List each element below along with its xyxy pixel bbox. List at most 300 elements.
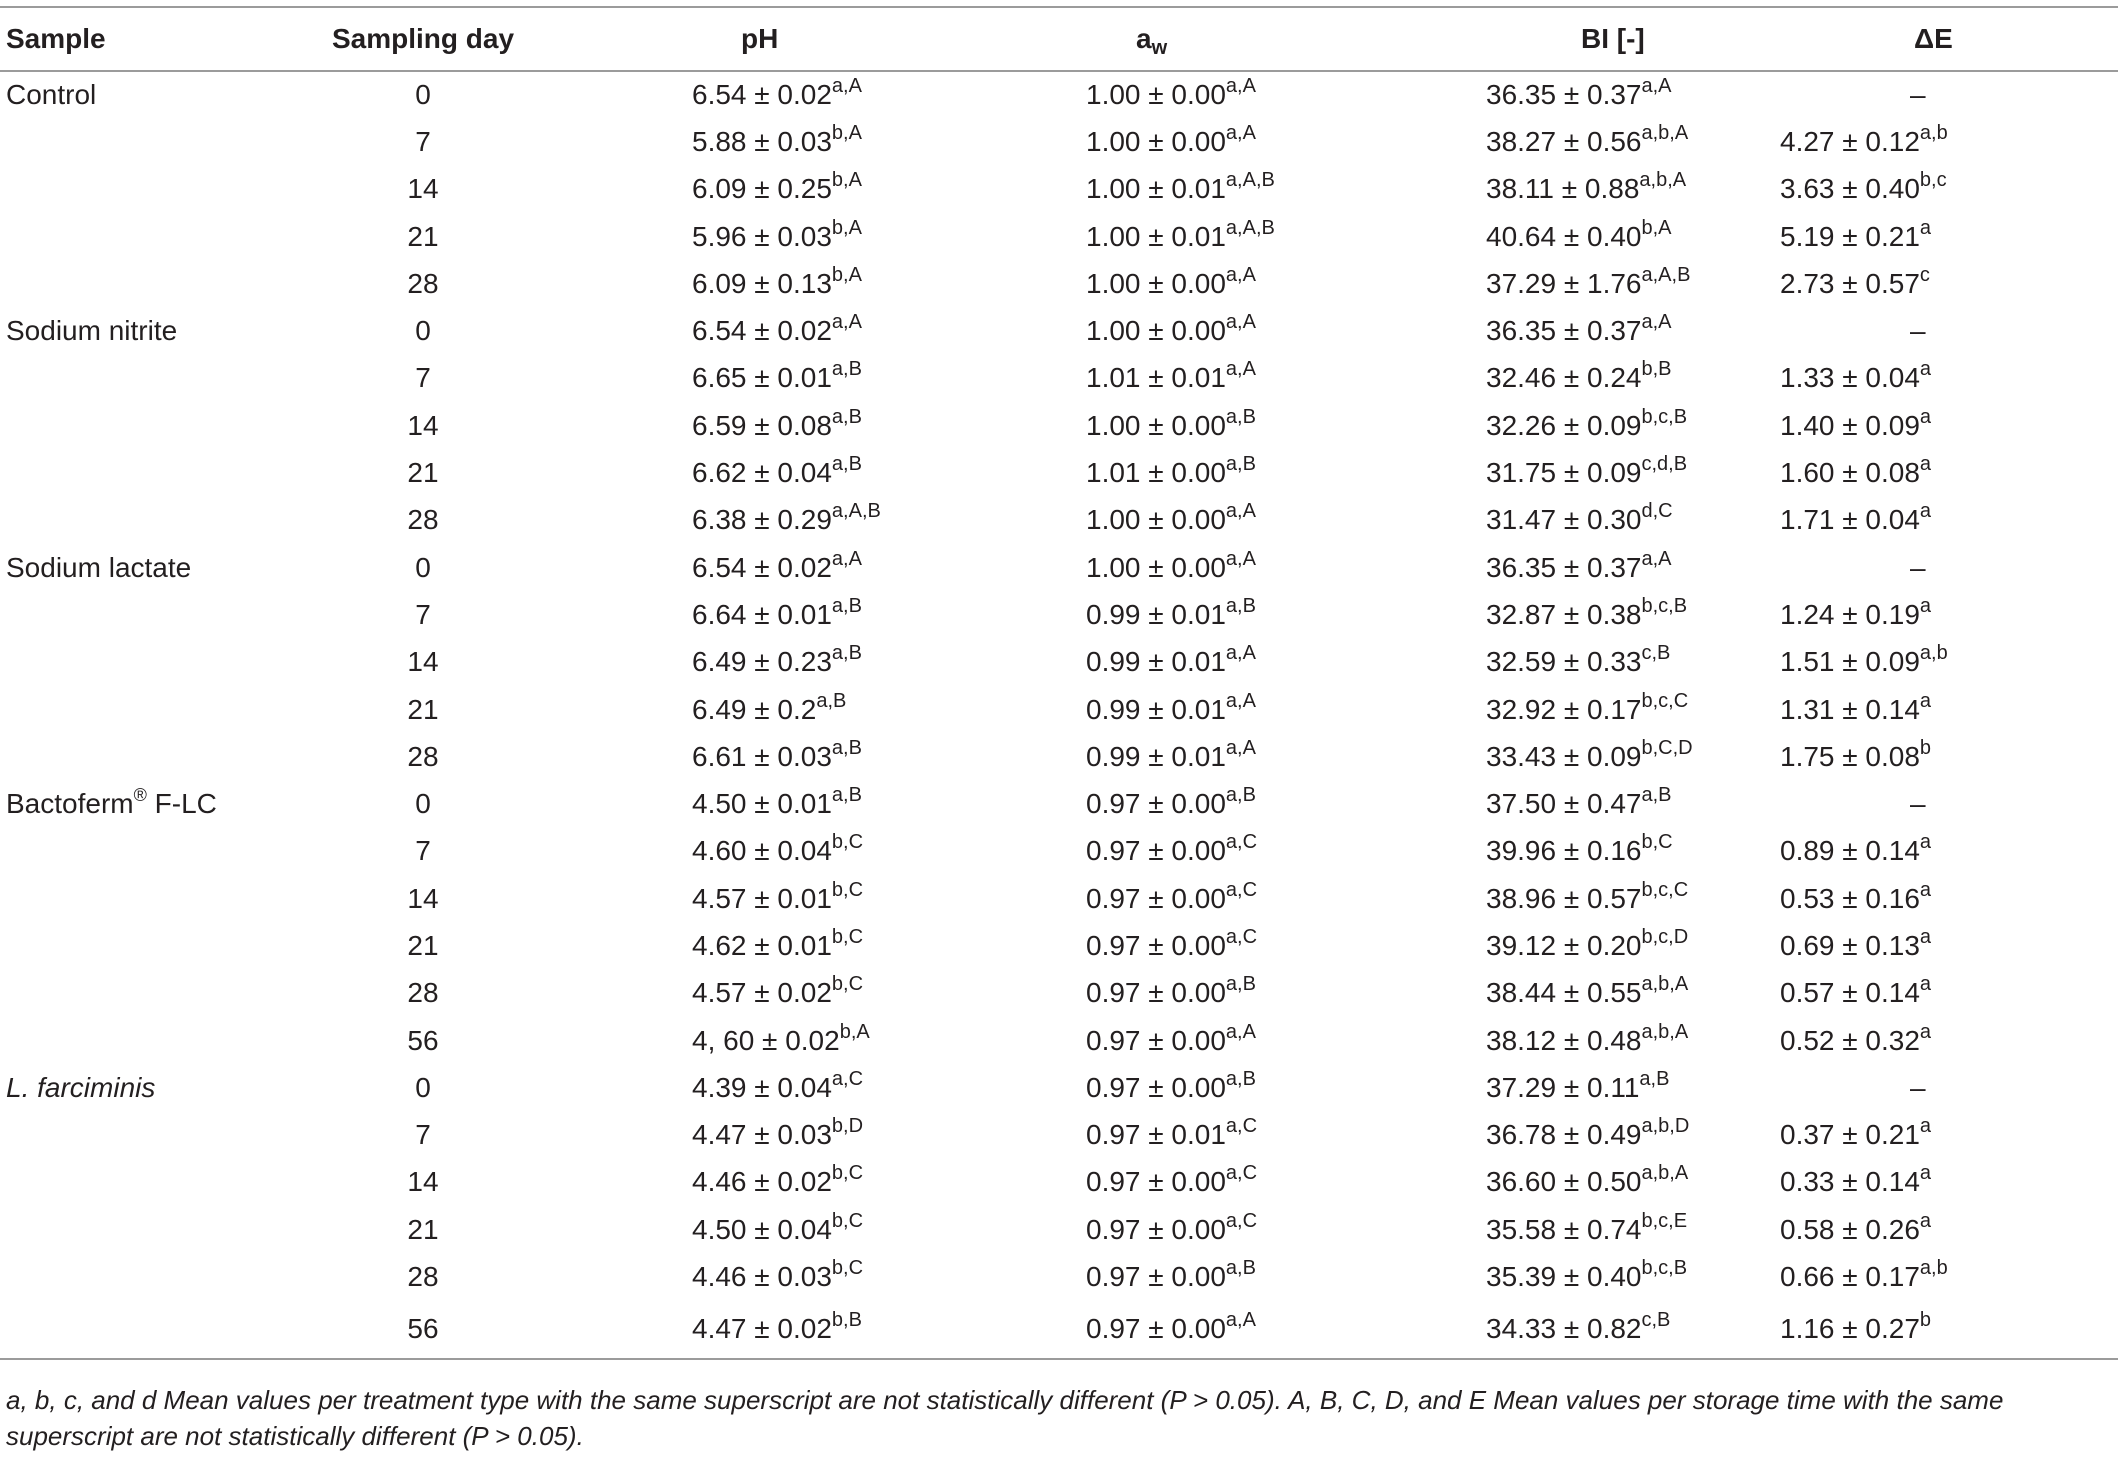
cell-ph-value: 6.59 ± 0.08: [692, 409, 832, 441]
table-row: [0, 213, 2118, 260]
cell-bi-value: 36.60 ± 0.50: [1486, 1166, 1642, 1198]
cell-ph-superscript: a,B: [816, 689, 847, 712]
cell-sampling-day: [300, 307, 546, 354]
cell-sampling-day-value: 7: [415, 125, 431, 157]
cell-ph-superscript: b,A: [831, 169, 862, 192]
header-aw-sub: w: [1151, 37, 1168, 59]
table-row: [0, 922, 2118, 969]
cell-delta-e-value: 0.69 ± 0.13: [1780, 929, 1920, 961]
cell-delta-e: [1776, 402, 2118, 449]
cell-bi-superscript: b,A: [1641, 216, 1672, 239]
cell-ph-superscript: b,C: [831, 925, 864, 948]
cell-ph: [546, 1253, 1086, 1300]
cell-aw-superscript: a,A,B: [1225, 216, 1275, 239]
cell-bi: [1486, 544, 1776, 591]
cell-ph: [546, 1017, 1086, 1064]
cell-ph: [546, 922, 1086, 969]
cell-delta-e: [1776, 166, 2118, 213]
cell-sampling-day-value: 21: [407, 1213, 439, 1245]
table-row: [0, 1301, 2118, 1359]
cell-bi-value: 36.78 ± 0.49: [1486, 1119, 1642, 1151]
cell-bi: [1486, 402, 1776, 449]
cell-bi: [1486, 733, 1776, 780]
cell-delta-e-value: 0.33 ± 0.14: [1780, 1166, 1920, 1198]
cell-bi-superscript: b,B: [1641, 358, 1672, 381]
cell-ph: [546, 544, 1086, 591]
cell-ph-value: 5.88 ± 0.03: [692, 125, 832, 157]
cell-aw: [1086, 970, 1486, 1017]
cell-sampling-day: [300, 1112, 546, 1159]
cell-sampling-day: [300, 1253, 546, 1300]
cell-aw: [1086, 307, 1486, 354]
cell-ph-superscript: a,A: [831, 547, 862, 570]
cell-sampling-day: [300, 118, 546, 165]
cell-sample: [0, 1253, 300, 1300]
cell-ph-value: 6.49 ± 0.2: [692, 693, 817, 725]
cell-ph-superscript: b,C: [831, 973, 864, 996]
cell-bi: [1486, 970, 1776, 1017]
cell-ph-value: 4.57 ± 0.01: [692, 882, 832, 914]
cell-sample: [0, 1159, 300, 1206]
cell-aw-value: 0.97 ± 0.00: [1086, 1071, 1226, 1103]
cell-aw: [1086, 875, 1486, 922]
cell-delta-e-value: 0.58 ± 0.26: [1780, 1213, 1920, 1245]
cell-bi-value: 35.58 ± 0.74: [1486, 1213, 1642, 1245]
table-row: [0, 639, 2118, 686]
table-row: [0, 828, 2118, 875]
cell-ph: [546, 591, 1086, 638]
cell-delta-e-superscript: a: [1919, 1115, 1932, 1138]
cell-ph-value: 4.62 ± 0.01: [692, 929, 832, 961]
table-row: [0, 733, 2118, 780]
cell-aw-value: 1.00 ± 0.00: [1086, 409, 1226, 441]
cell-bi: [1486, 1206, 1776, 1253]
cell-delta-e-superscript: a: [1919, 216, 1932, 239]
cell-aw: [1086, 780, 1486, 827]
cell-aw-value: 0.99 ± 0.01: [1086, 740, 1226, 772]
cell-sampling-day-value: 7: [415, 1119, 431, 1151]
table-row: [0, 1064, 2118, 1111]
cell-delta-e: [1776, 828, 2118, 875]
cell-delta-e-superscript: a: [1919, 358, 1932, 381]
header-bi: BI [-]: [1486, 7, 1776, 71]
cell-sampling-day: [300, 449, 546, 496]
cell-sampling-day: [300, 733, 546, 780]
cell-delta-e: [1776, 71, 2118, 118]
cell-ph-superscript: a,B: [831, 358, 862, 381]
cell-ph: [546, 1206, 1086, 1253]
cell-bi-value: 32.26 ± 0.09: [1486, 409, 1642, 441]
cell-aw: [1086, 1159, 1486, 1206]
cell-aw-superscript: a,C: [1225, 1209, 1258, 1232]
cell-aw-superscript: a,B: [1225, 1067, 1256, 1090]
cell-aw-superscript: a,B: [1225, 1257, 1256, 1280]
cell-sampling-day: [300, 213, 546, 260]
registered-mark: ®: [133, 785, 147, 806]
cell-sampling-day-value: 21: [407, 929, 439, 961]
cell-ph-superscript: a,B: [831, 642, 862, 665]
cell-bi: [1486, 828, 1776, 875]
cell-delta-e: [1776, 544, 2118, 591]
cell-bi-value: 38.96 ± 0.57: [1486, 882, 1642, 914]
cell-bi-superscript: a,B: [1641, 784, 1672, 807]
cell-delta-e-superscript: a,b: [1919, 121, 1948, 144]
cell-aw: [1086, 1017, 1486, 1064]
cell-delta-e-value: 1.75 ± 0.08: [1780, 740, 1920, 772]
cell-delta-e-superscript: a: [1919, 1162, 1932, 1185]
cell-delta-e-value: 4.27 ± 0.12: [1780, 125, 1920, 157]
cell-sampling-day-value: 21: [407, 457, 439, 489]
cell-delta-e: [1776, 970, 2118, 1017]
cell-ph-superscript: b,C: [831, 1257, 864, 1280]
cell-ph-value: 6.65 ± 0.01: [692, 362, 832, 394]
cell-ph: [546, 497, 1086, 544]
cell-sample: [0, 1206, 300, 1253]
cell-ph-superscript: a,B: [831, 453, 862, 476]
cell-bi-value: 40.64 ± 0.40: [1486, 220, 1642, 252]
header-aw-main: a: [1136, 23, 1152, 54]
cell-sampling-day: [300, 1206, 546, 1253]
cell-aw-value: 0.97 ± 0.00: [1086, 1213, 1226, 1245]
cell-sampling-day: [300, 875, 546, 922]
cell-delta-e: [1776, 355, 2118, 402]
table-footnote: a, b, c, and d Mean values per treatment type with the same superscript are not statistically different (P > 0.05). A, B, C, D, and E Mean values per storage time with the same superscript are not statistically different (P > 0.05).: [6, 1385, 2004, 1451]
cell-sampling-day-value: 0: [415, 315, 431, 347]
cell-bi: [1486, 639, 1776, 686]
cell-bi: [1486, 213, 1776, 260]
cell-ph-superscript: b,A: [831, 216, 862, 239]
cell-sampling-day: [300, 355, 546, 402]
cell-sampling-day-value: 7: [415, 598, 431, 630]
cell-bi-value: 37.50 ± 0.47: [1486, 788, 1642, 820]
cell-aw-value: 0.97 ± 0.00: [1086, 1313, 1226, 1345]
cell-ph-superscript: a,A,B: [831, 500, 881, 523]
cell-ph: [546, 402, 1086, 449]
cell-sampling-day-value: 56: [407, 1313, 439, 1345]
cell-sampling-day-value: 7: [415, 362, 431, 394]
cell-sample: [0, 1017, 300, 1064]
cell-ph: [546, 71, 1086, 118]
cell-delta-e: [1776, 875, 2118, 922]
cell-bi-superscript: a,B: [1639, 1067, 1670, 1090]
cell-ph-value: 6.54 ± 0.02: [692, 551, 832, 583]
cell-delta-e: [1776, 1017, 2118, 1064]
cell-aw-value: 0.99 ± 0.01: [1086, 646, 1226, 678]
cell-delta-e-value: –: [1910, 551, 1926, 583]
cell-sample: [0, 71, 300, 118]
cell-aw: [1086, 497, 1486, 544]
cell-delta-e-superscript: b,c: [1919, 169, 1947, 192]
cell-aw: [1086, 686, 1486, 733]
cell-delta-e-value: –: [1910, 79, 1926, 111]
cell-ph: [546, 449, 1086, 496]
cell-ph-value: 4.46 ± 0.03: [692, 1261, 832, 1293]
cell-aw: [1086, 1253, 1486, 1300]
table-row: [0, 970, 2118, 1017]
cell-ph: [546, 166, 1086, 213]
cell-delta-e: [1776, 1301, 2118, 1359]
cell-sample: [0, 1112, 300, 1159]
cell-bi-superscript: b,c,C: [1641, 689, 1689, 712]
cell-delta-e: [1776, 1159, 2118, 1206]
cell-delta-e-value: 1.24 ± 0.19: [1780, 598, 1920, 630]
cell-aw-superscript: a,B: [1225, 405, 1256, 428]
cell-aw-superscript: a,B: [1225, 594, 1256, 617]
table-row: [0, 1159, 2118, 1206]
cell-bi: [1486, 922, 1776, 969]
cell-bi-superscript: c,d,B: [1641, 453, 1688, 476]
cell-aw: [1086, 166, 1486, 213]
cell-ph-superscript: b,D: [831, 1115, 864, 1138]
cell-ph: [546, 828, 1086, 875]
cell-ph-value: 4.50 ± 0.01: [692, 788, 832, 820]
table-row: [0, 260, 2118, 307]
cell-ph-superscript: b,C: [831, 878, 864, 901]
table-row: [0, 118, 2118, 165]
cell-ph-superscript: a,C: [831, 1067, 864, 1090]
cell-delta-e-superscript: a,b: [1919, 642, 1948, 665]
cell-delta-e-value: 1.51 ± 0.09: [1780, 646, 1920, 678]
cell-sampling-day: [300, 970, 546, 1017]
cell-sample: [0, 307, 300, 354]
cell-bi: [1486, 497, 1776, 544]
cell-aw-superscript: a,A: [1225, 689, 1256, 712]
cell-aw-value: 1.01 ± 0.00: [1086, 457, 1226, 489]
cell-bi-superscript: b,c,B: [1641, 594, 1688, 617]
cell-aw-superscript: a,B: [1225, 453, 1256, 476]
cell-bi: [1486, 1159, 1776, 1206]
cell-ph-value: 6.49 ± 0.23: [692, 646, 832, 678]
cell-bi: [1486, 1064, 1776, 1111]
cell-bi: [1486, 449, 1776, 496]
cell-aw: [1086, 1112, 1486, 1159]
cell-sampling-day: [300, 639, 546, 686]
cell-ph-value: 4.47 ± 0.02: [692, 1313, 832, 1345]
cell-sampling-day-value: 56: [407, 1024, 439, 1056]
cell-delta-e-value: 0.37 ± 0.21: [1780, 1119, 1920, 1151]
table-row: [0, 497, 2118, 544]
cell-aw-value: 0.97 ± 0.00: [1086, 1261, 1226, 1293]
cell-bi-value: 38.11 ± 0.88: [1486, 173, 1640, 205]
cell-sample: [0, 639, 300, 686]
cell-ph: [546, 733, 1086, 780]
cell-aw-value: 0.97 ± 0.00: [1086, 977, 1226, 1009]
cell-sample: [0, 780, 300, 827]
cell-aw-value: 1.00 ± 0.01: [1086, 173, 1226, 205]
cell-delta-e-superscript: c: [1919, 263, 1930, 286]
cell-sampling-day-value: 28: [407, 267, 439, 299]
cell-delta-e-value: 3.63 ± 0.40: [1780, 173, 1920, 205]
cell-ph: [546, 639, 1086, 686]
cell-bi: [1486, 1112, 1776, 1159]
cell-ph-value: 6.62 ± 0.04: [692, 457, 832, 489]
cell-aw-superscript: a,A: [1225, 500, 1256, 523]
table-row: [0, 1206, 2118, 1253]
cell-bi-value: 38.27 ± 0.56: [1486, 125, 1642, 157]
cell-delta-e: [1776, 686, 2118, 733]
cell-bi: [1486, 260, 1776, 307]
cell-sampling-day-value: 21: [407, 693, 439, 725]
cell-ph-value: 5.96 ± 0.03: [692, 220, 832, 252]
cell-bi-superscript: b,c,D: [1641, 925, 1689, 948]
table-row: [0, 1112, 2118, 1159]
cell-bi-superscript: b,c,E: [1641, 1209, 1688, 1232]
cell-bi: [1486, 591, 1776, 638]
cell-sample: [0, 828, 300, 875]
cell-delta-e-superscript: a: [1919, 453, 1932, 476]
table-row: [0, 402, 2118, 449]
cell-delta-e-superscript: a: [1919, 831, 1932, 854]
cell-ph: [546, 260, 1086, 307]
cell-delta-e-superscript: b: [1919, 736, 1932, 759]
cell-sample: [0, 544, 300, 591]
cell-aw: [1086, 733, 1486, 780]
cell-aw-superscript: a,C: [1225, 1162, 1258, 1185]
cell-bi-superscript: b,c,B: [1641, 405, 1688, 428]
cell-bi-value: 38.12 ± 0.48: [1486, 1024, 1642, 1056]
table-row: [0, 1017, 2118, 1064]
cell-delta-e: [1776, 307, 2118, 354]
cell-aw: [1086, 449, 1486, 496]
cell-delta-e-superscript: a: [1919, 1020, 1932, 1043]
cell-ph-superscript: b,C: [831, 1162, 864, 1185]
cell-aw-value: 1.00 ± 0.00: [1086, 267, 1226, 299]
cell-aw-value: 1.00 ± 0.01: [1086, 220, 1226, 252]
cell-bi-value: 34.33 ± 0.82: [1486, 1313, 1642, 1345]
cell-delta-e-superscript: a: [1919, 500, 1932, 523]
cell-bi: [1486, 355, 1776, 402]
cell-ph: [546, 355, 1086, 402]
cell-bi-superscript: a,b,A: [1641, 1162, 1689, 1185]
table-row: [0, 166, 2118, 213]
cell-sampling-day-value: 0: [415, 551, 431, 583]
header-aw: [1086, 7, 1486, 71]
cell-aw-superscript: a,C: [1225, 925, 1258, 948]
cell-sampling-day: [300, 71, 546, 118]
table-row: [0, 544, 2118, 591]
cell-aw-superscript: a,C: [1225, 831, 1258, 854]
cell-bi: [1486, 71, 1776, 118]
cell-aw-value: 0.97 ± 0.00: [1086, 788, 1226, 820]
cell-ph-value: 6.61 ± 0.03: [692, 740, 832, 772]
cell-delta-e: [1776, 1064, 2118, 1111]
cell-ph-value: 4.47 ± 0.03: [692, 1119, 832, 1151]
cell-aw: [1086, 591, 1486, 638]
cell-bi-superscript: c,B: [1641, 642, 1671, 665]
cell-aw-value: 0.97 ± 0.00: [1086, 835, 1226, 867]
cell-delta-e-value: 1.16 ± 0.27: [1780, 1313, 1920, 1345]
cell-aw-value: 0.97 ± 0.01: [1086, 1119, 1226, 1151]
cell-sample-value: Control: [6, 79, 97, 111]
cell-delta-e-value: 0.52 ± 0.32: [1780, 1024, 1920, 1056]
table-body: [0, 71, 2118, 1359]
cell-bi-value: 36.35 ± 0.37: [1486, 79, 1642, 111]
cell-sampling-day: [300, 686, 546, 733]
cell-ph: [546, 118, 1086, 165]
cell-ph-superscript: b,C: [831, 1209, 864, 1232]
cell-sample: [0, 213, 300, 260]
cell-bi-value: 31.75 ± 0.09: [1486, 457, 1642, 489]
cell-sampling-day: [300, 544, 546, 591]
cell-aw-value: 1.00 ± 0.00: [1086, 79, 1226, 111]
cell-bi: [1486, 1253, 1776, 1300]
cell-delta-e-value: 1.60 ± 0.08: [1780, 457, 1920, 489]
cell-bi-superscript: a,b,D: [1641, 1115, 1690, 1138]
cell-ph: [546, 1301, 1086, 1359]
cell-delta-e-value: 5.19 ± 0.21: [1780, 220, 1920, 252]
cell-delta-e-value: –: [1910, 1071, 1926, 1103]
cell-aw-value: 0.99 ± 0.01: [1086, 598, 1226, 630]
cell-sampling-day-value: 14: [407, 1166, 439, 1198]
header-sample: Sample: [0, 7, 300, 71]
cell-delta-e-superscript: a: [1919, 594, 1932, 617]
cell-sampling-day: [300, 402, 546, 449]
cell-delta-e-value: 1.31 ± 0.14: [1780, 693, 1920, 725]
cell-ph-superscript: a,A: [831, 311, 862, 334]
cell-aw-superscript: a,A: [1225, 75, 1256, 98]
cell-bi: [1486, 1017, 1776, 1064]
cell-sampling-day-value: 28: [407, 740, 439, 772]
cell-aw-superscript: a,A: [1225, 736, 1256, 759]
cell-bi-value: 39.12 ± 0.20: [1486, 929, 1642, 961]
cell-sampling-day: [300, 828, 546, 875]
cell-sample: [0, 402, 300, 449]
table-row: [0, 591, 2118, 638]
cell-sample-value: L. farciminis: [6, 1071, 156, 1103]
cell-aw-superscript: a,C: [1225, 1115, 1258, 1138]
cell-sampling-day-value: 14: [407, 409, 439, 441]
cell-aw-superscript: a,A: [1225, 1020, 1256, 1043]
cell-delta-e: [1776, 733, 2118, 780]
cell-sampling-day-value: 0: [415, 788, 431, 820]
cell-delta-e-superscript: a: [1919, 405, 1932, 428]
cell-sample: [0, 875, 300, 922]
table-row: [0, 875, 2118, 922]
cell-sampling-day: [300, 1064, 546, 1111]
cell-ph: [546, 1112, 1086, 1159]
cell-bi-value: 36.35 ± 0.37: [1486, 551, 1642, 583]
results-table: [0, 6, 2118, 1360]
cell-ph: [546, 213, 1086, 260]
cell-sampling-day-value: 28: [407, 1261, 439, 1293]
cell-ph-superscript: b,A: [839, 1020, 870, 1043]
cell-aw: [1086, 118, 1486, 165]
cell-aw-value: 1.00 ± 0.00: [1086, 551, 1226, 583]
cell-bi-superscript: a,b,A: [1641, 973, 1689, 996]
cell-delta-e-superscript: a: [1919, 925, 1932, 948]
cell-ph-superscript: a,B: [831, 405, 862, 428]
cell-sampling-day-value: 7: [415, 835, 431, 867]
cell-bi-value: 37.29 ± 1.76: [1486, 267, 1642, 299]
cell-ph-value: 6.38 ± 0.29: [692, 504, 832, 536]
cell-sample-value: Sodium nitrite: [6, 315, 178, 347]
cell-ph: [546, 875, 1086, 922]
cell-ph: [546, 970, 1086, 1017]
cell-delta-e-value: 1.33 ± 0.04: [1780, 362, 1920, 394]
cell-aw-superscript: a,A: [1225, 121, 1256, 144]
cell-delta-e: [1776, 449, 2118, 496]
cell-aw-superscript: a,A: [1225, 642, 1256, 665]
cell-delta-e-superscript: a,b: [1919, 1257, 1948, 1280]
cell-delta-e-superscript: b: [1919, 1309, 1932, 1332]
cell-delta-e-superscript: a: [1919, 973, 1932, 996]
cell-sample: [0, 118, 300, 165]
cell-sample: [0, 166, 300, 213]
table-row: [0, 307, 2118, 354]
cell-ph-superscript: a,B: [831, 736, 862, 759]
cell-delta-e-value: 0.66 ± 0.17: [1780, 1261, 1920, 1293]
cell-bi-superscript: a,b,A: [1639, 169, 1687, 192]
